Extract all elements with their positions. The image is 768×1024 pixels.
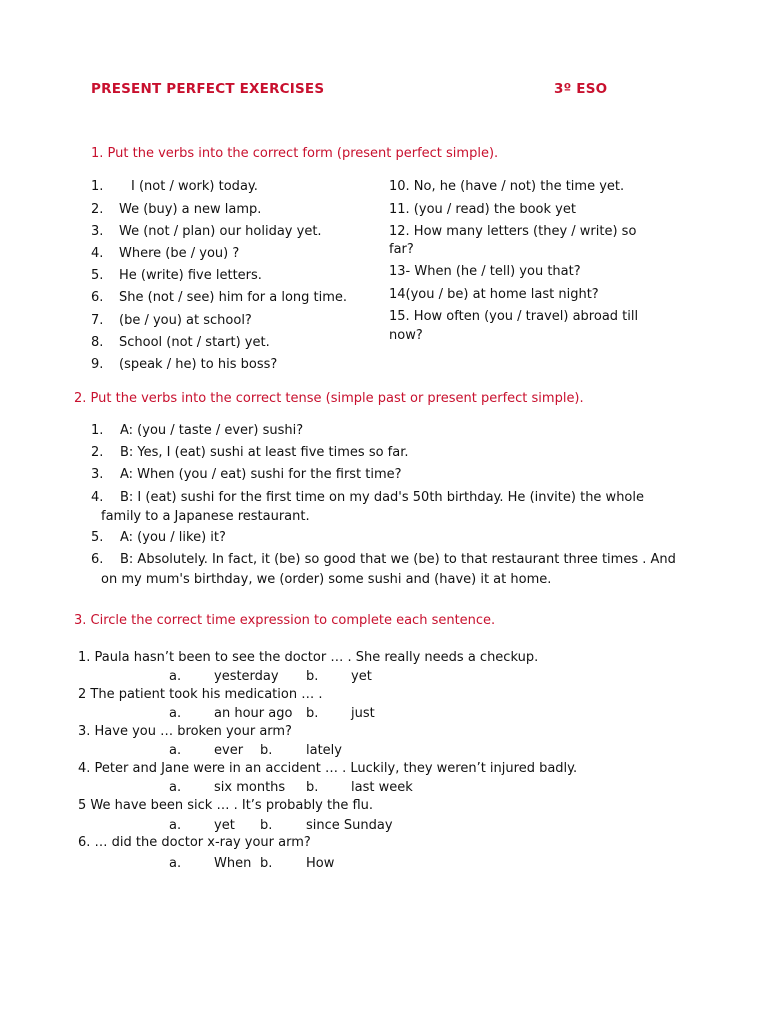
option-a-label: a. xyxy=(169,856,182,871)
item-text: He (write) five letters. xyxy=(119,268,262,283)
option-b-label: b. xyxy=(260,856,273,871)
item-text: (be / you) at school? xyxy=(119,313,252,328)
item-text: We (not / plan) our holiday yet. xyxy=(119,224,322,239)
list-item-continuation: now? xyxy=(389,328,423,343)
option-b-text[interactable]: yet xyxy=(351,669,372,684)
list-item-continuation: far? xyxy=(389,242,414,257)
item-text: B: Yes, I (eat) sushi at least five times so far. xyxy=(120,445,409,460)
item-text: School (not / start) yet. xyxy=(119,335,270,350)
option-b-label: b. xyxy=(306,669,319,684)
option-a-text[interactable]: yet xyxy=(214,818,235,833)
item-text: A: (you / taste / ever) sushi? xyxy=(120,423,304,438)
question-text: 6. … did the doctor x-ray your arm? xyxy=(78,835,311,850)
option-a-text[interactable]: an hour ago xyxy=(214,706,293,721)
option-b-label: b. xyxy=(260,818,273,833)
list-item-continuation: family to a Japanese restaurant. xyxy=(101,509,310,524)
question-text: 1. Paula hasn’t been to see the doctor … . She really needs a checkup. xyxy=(78,650,539,665)
question-text: 4. Peter and Jane were in an accident … . Luckily, they weren’t injured badly. xyxy=(78,761,578,776)
item-number: 5. xyxy=(91,268,104,283)
option-b-text[interactable]: last week xyxy=(351,780,413,795)
option-a-label: a. xyxy=(169,669,182,684)
item-text: (speak / he) to his boss? xyxy=(119,357,278,372)
item-number: 6. xyxy=(91,290,104,305)
list-item-continuation: on my mum's birthday, we (order) some sushi and (have) it at home. xyxy=(101,572,552,587)
item-text: A: When (you / eat) sushi for the first time? xyxy=(120,467,402,482)
item-number: 3. xyxy=(91,467,104,482)
option-b-label: b. xyxy=(260,743,273,758)
course-level: 3º ESO xyxy=(554,81,608,97)
option-a-text[interactable]: When xyxy=(214,856,252,871)
option-b-text[interactable]: lately xyxy=(306,743,342,758)
item-number: 2. xyxy=(91,445,104,460)
worksheet-title: PRESENT PERFECT EXERCISES xyxy=(91,81,325,97)
option-a-label: a. xyxy=(169,818,182,833)
option-a-label: a. xyxy=(169,743,182,758)
section-1-heading: 1. Put the verbs into the correct form (present perfect simple). xyxy=(91,146,499,161)
option-b-label: b. xyxy=(306,780,319,795)
item-number: 4. xyxy=(91,490,104,505)
section-3-heading: 3. Circle the correct time expression to complete each sentence. xyxy=(74,613,496,628)
list-item: 13- When (he / tell) you that? xyxy=(389,264,581,279)
option-a-text[interactable]: six months xyxy=(214,780,286,795)
item-number: 6. xyxy=(91,552,104,567)
list-item: 15. How often (you / travel) abroad till xyxy=(389,309,639,324)
item-number: 8. xyxy=(91,335,104,350)
item-number: 7. xyxy=(91,313,104,328)
item-number: 1. xyxy=(91,423,104,438)
section-2-heading: 2. Put the verbs into the correct tense (simple past or present perfect simple). xyxy=(74,391,584,406)
item-text: She (not / see) him for a long time. xyxy=(119,290,348,305)
option-b-text[interactable]: since Sunday xyxy=(306,818,393,833)
question-text: 3. Have you … broken your arm? xyxy=(78,724,292,739)
question-text: 5 We have been sick … . It’s probably the flu. xyxy=(78,798,374,813)
item-text: B: Absolutely. In fact, it (be) so good that we (be) to that restaurant three times . And xyxy=(120,552,676,567)
option-a-text[interactable]: yesterday xyxy=(214,669,279,684)
item-text: Where (be / you) ? xyxy=(119,246,240,261)
list-item: 11. (you / read) the book yet xyxy=(389,202,576,217)
option-a-label: a. xyxy=(169,706,182,721)
list-item: 14(you / be) at home last night? xyxy=(389,287,599,302)
item-number: 3. xyxy=(91,224,104,239)
option-b-label: b. xyxy=(306,706,319,721)
item-text: A: (you / like) it? xyxy=(120,530,226,545)
list-item: 10. No, he (have / not) the time yet. xyxy=(389,179,625,194)
item-number: 5. xyxy=(91,530,104,545)
item-text: We (buy) a new lamp. xyxy=(119,202,262,217)
list-item: 12. How many letters (they / write) so xyxy=(389,224,637,239)
option-b-text[interactable]: How xyxy=(306,856,335,871)
question-text: 2 The patient took his medication … . xyxy=(78,687,323,702)
item-number: 2. xyxy=(91,202,104,217)
option-a-text[interactable]: ever xyxy=(214,743,244,758)
item-text: B: I (eat) sushi for the first time on my dad's 50th birthday. He (invite) the whole xyxy=(120,490,644,505)
item-number: 1. xyxy=(91,179,104,194)
item-number: 9. xyxy=(91,357,104,372)
option-a-label: a. xyxy=(169,780,182,795)
option-b-text[interactable]: just xyxy=(351,706,375,721)
item-number: 4. xyxy=(91,246,104,261)
item-text: I (not / work) today. xyxy=(131,179,258,194)
